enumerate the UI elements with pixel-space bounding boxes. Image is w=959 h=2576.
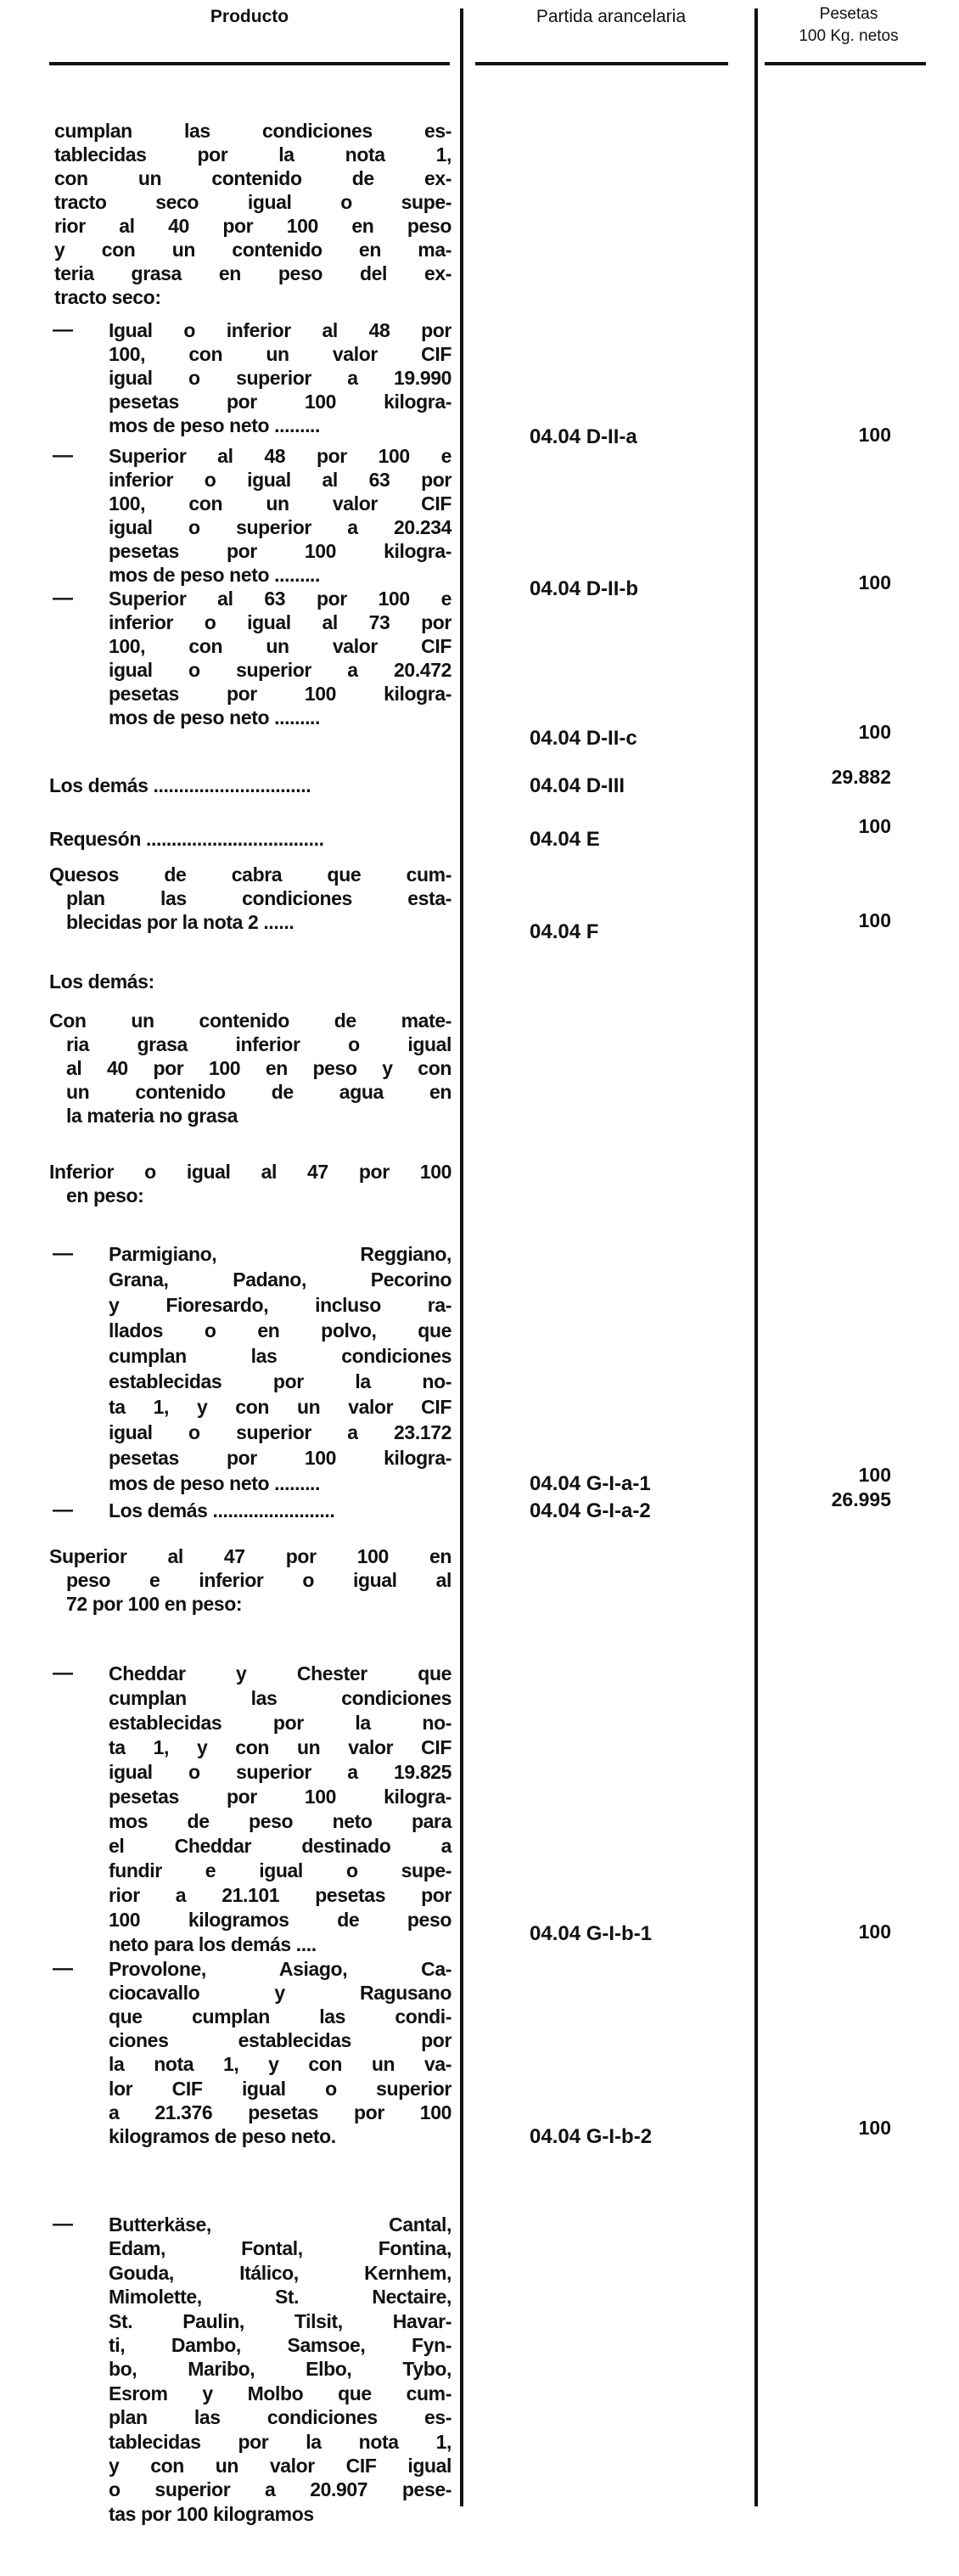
product-description-line: pesetas por 100 kilogra-: [109, 391, 451, 413]
product-description-line: Los demás:: [49, 970, 154, 993]
product-description-line: tracto seco:: [54, 286, 161, 308]
pesetas-value: 100: [858, 2117, 891, 2139]
tariff-code: 04.04 D-II-b: [530, 577, 639, 600]
dash-bullet-icon: —: [53, 1957, 73, 1980]
product-description-line: pesetas por 100 kilogra-: [109, 540, 451, 562]
product-description-line: 100 kilogramos de peso: [109, 1909, 451, 1931]
dash-bullet-icon: —: [53, 1242, 73, 1265]
product-description-line: establecidas por la no-: [109, 1712, 451, 1734]
product-description-line: rior a 21.101 pesetas por: [109, 1884, 451, 1906]
product-description-line: igual o superior a 20.234: [109, 516, 451, 538]
product-description-line: ta 1, y con un valor CIF: [109, 1736, 451, 1758]
product-description-line: mos de peso neto .........: [109, 1472, 321, 1494]
product-description-line: cumplan las condiciones: [109, 1687, 451, 1709]
product-description-line: igual o superior a 20.472: [109, 659, 451, 681]
tariff-code: 04.04 D-III: [530, 774, 625, 797]
product-description-line: fundir e igual o supe-: [109, 1859, 451, 1881]
product-description-line: cumplan las condiciones: [109, 1345, 451, 1367]
product-description-line: pesetas por 100 kilogra-: [109, 1786, 451, 1808]
header-rule-partida: [475, 62, 728, 65]
product-description-line: la materia no grasa: [66, 1105, 238, 1127]
product-description-line: mos de peso neto .........: [109, 414, 321, 436]
product-description-line: mos de peso neto .........: [109, 564, 321, 586]
product-description-line: Grana, Padano, Pecorino: [109, 1268, 451, 1291]
product-description-line: lor CIF igual o superior: [109, 2077, 451, 2100]
product-description-line: bo, Maribo, Elbo, Tybo,: [109, 2358, 451, 2381]
product-description-line: mos de peso neto para: [109, 1810, 451, 1832]
product-description-line: la nota 1, y con un va-: [109, 2053, 451, 2076]
product-description-line: pesetas por 100 kilogra-: [109, 683, 451, 705]
tariff-code: 04.04 F: [530, 920, 599, 943]
product-description-line: St. Paulin, Tilsit, Havar-: [109, 2309, 451, 2332]
product-description-line: Cheddar y Chester que: [109, 1662, 451, 1685]
product-description-line: tracto seco igual o supe-: [54, 191, 451, 213]
product-description-line: peso e inferior o igual al: [66, 1569, 451, 1591]
product-description-line: a 21.376 pesetas por 100: [109, 2101, 451, 2123]
product-description-line: ti, Dambo, Samsoe, Fyn-: [109, 2334, 451, 2356]
product-description-line: llados o en polvo, que: [109, 1319, 451, 1341]
product-description-line: que cumplan las condi-: [109, 2005, 451, 2028]
column-header-partida: Partida arancelaria: [536, 7, 687, 26]
pesetas-value: 100: [858, 1464, 891, 1486]
product-description-line: blecidas por la nota 2 ......: [66, 911, 294, 933]
product-description-line: en peso:: [66, 1184, 144, 1206]
product-description-line: inferior o igual al 73 por: [109, 611, 451, 633]
product-description-line: el Cheddar destinado a: [109, 1835, 451, 1857]
product-description-line: Superior al 47 por 100 en: [49, 1545, 451, 1567]
product-description-line: tas por 100 kilogramos: [109, 2502, 314, 2525]
product-description-line: plan las condiciones es-: [109, 2406, 451, 2429]
product-description-line: Esrom y Molbo que cum-: [109, 2382, 451, 2404]
product-description-line: tablecidas por la nota 1,: [54, 143, 451, 166]
tariff-code: 04.04 E: [530, 828, 600, 851]
product-description-line: con un contenido de ex-: [54, 167, 451, 189]
product-description-line: mos de peso neto .........: [109, 706, 321, 728]
product-description-line: neto para los demás ....: [109, 1933, 317, 1955]
column-header-pesetas-unit: 100 Kg. netos: [799, 27, 899, 45]
dash-bullet-icon: —: [53, 1499, 73, 1521]
product-description-line: igual o superior a 23.172: [109, 1421, 451, 1443]
pesetas-value: 100: [858, 1921, 891, 1943]
tariff-code: 04.04 G-I-a-2: [530, 1499, 651, 1522]
product-description-line: inferior o igual al 63 por: [109, 469, 451, 491]
tariff-code: 04.04 D-II-c: [530, 727, 637, 750]
product-description-line: establecidas por la no-: [109, 1370, 451, 1392]
product-description-line: Gouda, Itálico, Kernhem,: [109, 2261, 451, 2284]
product-description-line: Superior al 48 por 100 e: [109, 445, 451, 467]
product-description-line: Los demás ...............................: [49, 774, 311, 796]
product-description-line: igual o superior a 19.990: [109, 367, 451, 389]
dash-bullet-icon: —: [53, 1662, 73, 1685]
column-divider: [460, 8, 463, 2506]
pesetas-value: 29.882: [831, 766, 891, 788]
product-description-line: Requesón ...................................: [49, 828, 324, 850]
product-description-line: ta 1, y con un valor CIF: [109, 1396, 451, 1418]
product-description-line: Quesos de cabra que cum-: [49, 863, 451, 886]
product-description-line: 72 por 100 en peso:: [66, 1593, 243, 1615]
product-description-line: plan las condiciones esta-: [66, 887, 451, 909]
column-header-pesetas: Pesetas: [819, 5, 878, 23]
product-description-line: rior al 40 por 100 en peso: [54, 215, 451, 237]
product-description-line: Con un contenido de mate-: [49, 1010, 451, 1032]
product-description-line: ciocavallo y Ragusano: [109, 1982, 451, 2005]
dash-bullet-icon: —: [53, 318, 73, 341]
product-description-line: 100, con un valor CIF: [109, 635, 451, 657]
product-description-line: igual o superior a 19.825: [109, 1761, 451, 1783]
column-header-producto: Producto: [210, 7, 289, 26]
header-rule-producto: [49, 62, 450, 65]
product-description-line: Los demás ........................: [109, 1499, 335, 1521]
product-description-line: teria grasa en peso del ex-: [54, 262, 451, 284]
product-description-line: o superior a 20.907 pese-: [109, 2478, 451, 2501]
pesetas-value: 26.995: [831, 1488, 891, 1510]
product-description-line: Mimolette, St. Nectaire,: [109, 2286, 451, 2309]
product-description-line: Superior al 63 por 100 e: [109, 588, 451, 610]
header-rule-pesetas: [765, 62, 926, 65]
product-description-line: y Fioresardo, incluso ra-: [109, 1294, 451, 1316]
pesetas-value: 100: [858, 909, 891, 931]
product-description-line: al 40 por 100 en peso y con: [66, 1057, 451, 1079]
product-description-line: ciones establecidas por: [109, 2029, 451, 2052]
dash-bullet-icon: —: [53, 2213, 73, 2236]
product-description-line: cumplan las condiciones es-: [54, 120, 451, 142]
pesetas-value: 100: [858, 721, 891, 743]
pesetas-value: 100: [858, 571, 891, 593]
product-description-line: Igual o inferior al 48 por: [109, 319, 451, 341]
product-description-line: ria grasa inferior o igual: [66, 1033, 451, 1055]
product-description-line: y con un contenido en ma-: [54, 239, 451, 261]
product-description-line: Butterkäse, Cantal,: [109, 2213, 451, 2236]
product-description-line: kilogramos de peso neto.: [109, 2124, 336, 2147]
pesetas-value: 100: [858, 424, 891, 446]
product-description-line: 100, con un valor CIF: [109, 343, 451, 365]
tariff-code: 04.04 G-I-a-1: [530, 1472, 651, 1495]
product-description-line: Inferior o igual al 47 por 100: [49, 1161, 451, 1183]
product-description-line: Parmigiano, Reggiano,: [109, 1243, 451, 1265]
column-divider: [754, 8, 758, 2506]
pesetas-value: 100: [858, 815, 891, 837]
tariff-code: 04.04 G-I-b-2: [530, 2125, 653, 2148]
tariff-code: 04.04 D-II-a: [530, 425, 637, 448]
tariff-code: 04.04 G-I-b-1: [530, 1922, 653, 1945]
product-description-line: Edam, Fontal, Fontina,: [109, 2237, 451, 2260]
product-description-line: y con un valor CIF igual: [109, 2455, 451, 2477]
dash-bullet-icon: —: [53, 444, 73, 467]
product-description-line: pesetas por 100 kilogra-: [109, 1447, 451, 1469]
product-description-line: tablecidas por la nota 1,: [109, 2430, 451, 2453]
product-description-line: Provolone, Asiago, Ca-: [109, 1958, 451, 1980]
product-description-line: 100, con un valor CIF: [109, 492, 451, 515]
dash-bullet-icon: —: [53, 587, 73, 610]
product-description-line: un contenido de agua en: [66, 1081, 451, 1103]
